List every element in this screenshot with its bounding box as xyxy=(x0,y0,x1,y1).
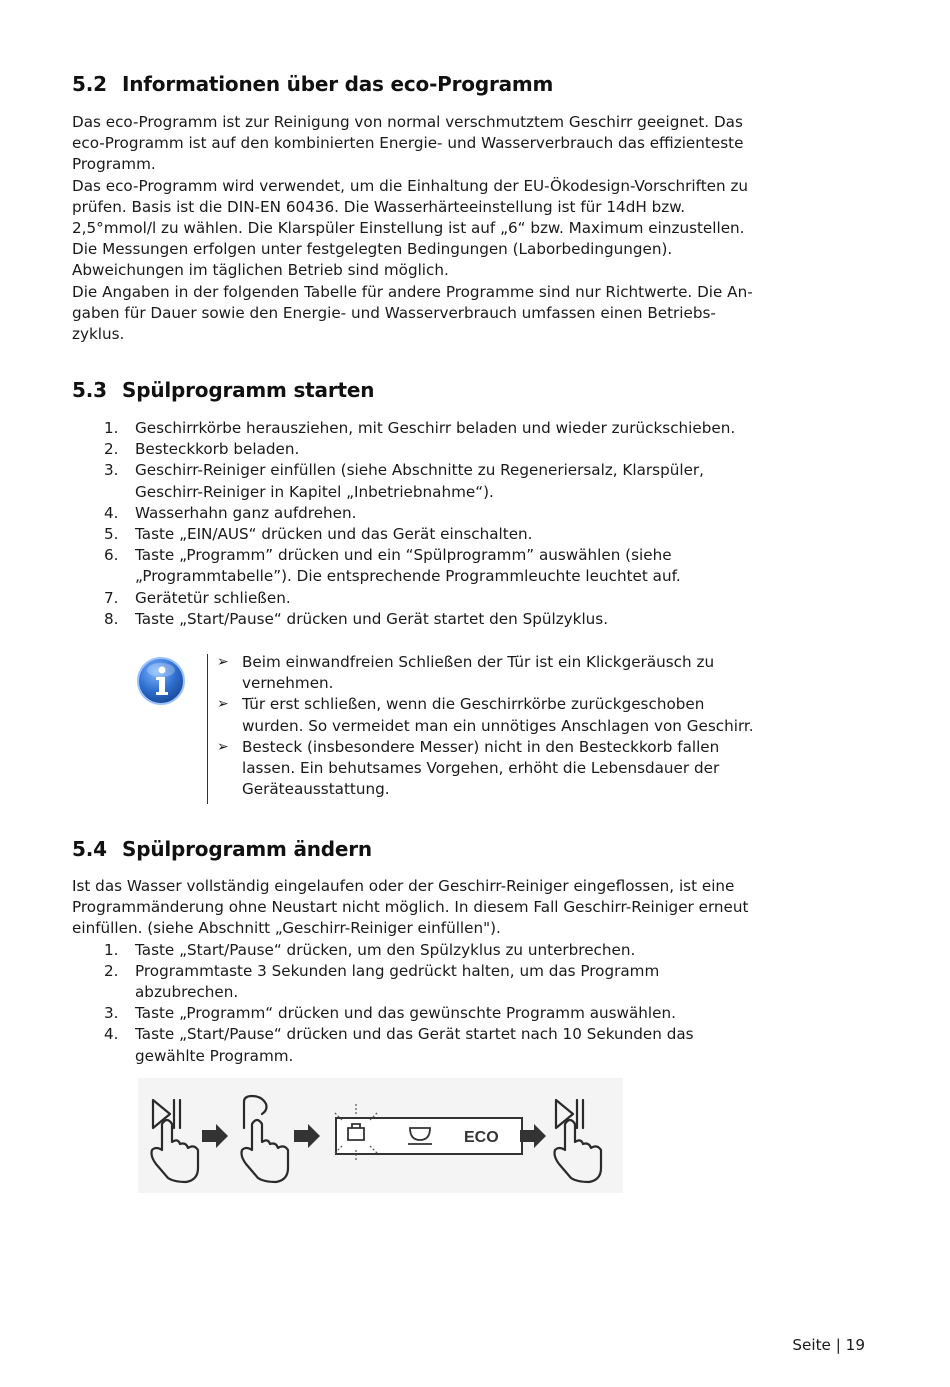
text-line: gaben für Dauer sowie den Energie- und Wasserverbrauch umfassen einen Betriebs- xyxy=(72,303,716,322)
list-item xyxy=(72,1024,867,1066)
list-item xyxy=(72,940,867,961)
bullet-text: wurden. So vermeidet man ein unnötiges Anschlagen von Geschirr. xyxy=(242,716,754,735)
step-number: 5. xyxy=(104,525,119,544)
step-text: Programmtaste 3 Sekunden lang gedrückt halten, um das Programm xyxy=(135,961,660,980)
program-change-diagram xyxy=(138,1078,623,1193)
bullet-text: Geräteausstattung. xyxy=(242,780,390,799)
page-number: Seite | 19 xyxy=(792,1336,865,1354)
step-number: 4. xyxy=(104,1025,119,1044)
arrow-bullet-icon: ➢ xyxy=(217,738,229,755)
text-line: Ist das Wasser vollständig eingelaufen oder der Geschirr-Reiniger eingeflossen, ist eine xyxy=(72,877,735,895)
step-number: 6. xyxy=(104,546,119,565)
step-number: 7. xyxy=(104,588,119,607)
bullet-text: Besteck (insbesondere Messer) nicht in den Besteckkorb fallen xyxy=(242,737,720,756)
list-item xyxy=(72,418,867,439)
step-text: gewählte Programm. xyxy=(135,1046,294,1065)
heading-5-4 xyxy=(72,837,372,861)
step-text: Taste „EIN/AUS“ drücken und das Gerät einschalten. xyxy=(135,525,533,544)
info-bullets xyxy=(217,652,867,800)
text-line: eco-Programm ist auf den kombinierten Energie- und Wasserverbrauch das effizienteste xyxy=(72,134,744,153)
list-item xyxy=(217,737,867,801)
eco-program-text xyxy=(72,112,867,345)
change-program-text xyxy=(72,876,867,1067)
step-text: Gerätetür schließen. xyxy=(135,588,291,607)
step-number: 3. xyxy=(104,1004,119,1023)
text-line: Das eco-Programm wird verwendet, um die Einhaltung der EU-Ökodesign-Vorschriften zu xyxy=(72,176,749,195)
step-text: Taste „Programm” drücken und ein “Spülprogramm” auswählen (siehe xyxy=(135,546,672,565)
heading-title: Informationen über das eco-Programm xyxy=(122,72,554,96)
arrow-bullet-icon: ➢ xyxy=(217,654,229,670)
list-item xyxy=(72,460,867,502)
heading-number: 5.3 xyxy=(72,378,107,402)
list-item xyxy=(72,524,867,545)
step-text: abzubrechen. xyxy=(135,983,239,1002)
step-text: Geschirr-Reiniger einfüllen (siehe Abschnitte zu Regeneriersalz, Klarspüler, xyxy=(135,461,704,480)
info-note xyxy=(72,652,867,804)
list-item xyxy=(72,545,867,587)
heading-number: 5.2 xyxy=(72,72,107,96)
bullet-text: lassen. Ein behutsames Vorgehen, erhöht die Lebensdauer der xyxy=(242,759,720,778)
start-steps xyxy=(72,418,867,630)
text-line: Abweichungen im täglichen Betrieb sind möglich. xyxy=(72,261,449,280)
list-item xyxy=(217,694,867,736)
heading-title: Spülprogramm ändern xyxy=(122,837,372,861)
bullet-text: Beim einwandfreien Schließen der Tür ist ein Klickgeräusch zu xyxy=(242,653,715,671)
list-item xyxy=(72,1003,867,1024)
text-line: 2,5°mmol/l zu wählen. Die Klarspüler Einstellung ist auf „6“ bzw. Maximum einzustellen. xyxy=(72,219,745,238)
text-line: Programmänderung ohne Neustart nicht möglich. In diesem Fall Geschirr-Reiniger erneut xyxy=(72,898,749,917)
heading-5-2 xyxy=(72,72,553,96)
text-line: Die Messungen erfolgen unter festgelegten Bedingungen (Laborbedingungen). xyxy=(72,240,673,259)
change-steps-list xyxy=(72,940,867,1067)
text-line: zyklus. xyxy=(72,325,125,344)
step-number: 2. xyxy=(104,961,119,980)
text-line: Das eco-Programm ist zur Reinigung von normal verschmutztem Geschirr geeignet. Das xyxy=(72,113,743,131)
text-line: Programm. xyxy=(72,155,156,174)
start-steps-list xyxy=(72,418,867,630)
info-icon xyxy=(136,656,186,706)
step-number: 1. xyxy=(104,419,119,437)
heading-title: Spülprogramm starten xyxy=(122,378,375,402)
vertical-divider xyxy=(207,654,208,804)
step-number: 8. xyxy=(104,609,119,628)
step-text: Taste „Start/Pause“ drücken und das Gerät startet nach 10 Sekunden das xyxy=(135,1025,694,1044)
list-item xyxy=(72,439,867,460)
step-text: Taste „Start/Pause“ drücken und Gerät startet den Spülzyklus. xyxy=(135,609,609,628)
text-line: Die Angaben in der folgenden Tabelle für andere Programme sind nur Richtwerte. Die An- xyxy=(72,282,753,301)
step-number: 4. xyxy=(104,503,119,522)
step-number: 1. xyxy=(104,940,119,959)
heading-number: 5.4 xyxy=(72,837,107,861)
list-item xyxy=(72,503,867,524)
heading-5-3 xyxy=(72,378,374,402)
list-item xyxy=(72,588,867,609)
bullet-text: vernehmen. xyxy=(242,674,334,693)
step-text: Geschirr-Reiniger in Kapitel „Inbetriebnahme“). xyxy=(135,482,494,501)
eco-label: ECO xyxy=(464,1129,499,1146)
bullet-text: Tür erst schließen, wenn die Geschirrkörbe zurückgeschoben xyxy=(242,695,705,714)
step-text: Geschirrkörbe herausziehen, mit Geschirr beladen und wieder zurückschieben. xyxy=(135,419,736,437)
list-item xyxy=(217,652,867,694)
step-text: „Programmtabelle”). Die entsprechende Programmleuchte leuchtet auf. xyxy=(135,567,681,586)
step-text: Taste „Programm“ drücken und das gewünschte Programm auswählen. xyxy=(135,1004,676,1023)
list-item xyxy=(72,961,867,1003)
step-number: 2. xyxy=(104,440,119,459)
arrow-bullet-icon: ➢ xyxy=(217,696,229,713)
step-number: 3. xyxy=(104,461,119,480)
step-text: Wasserhahn ganz aufdrehen. xyxy=(135,503,357,522)
text-line: prüfen. Basis ist die DIN-EN 60436. Die Wasserhärteeinstellung ist für 14dH bzw. xyxy=(72,197,686,216)
step-text: Besteckkorb beladen. xyxy=(135,440,300,459)
list-item xyxy=(72,609,867,630)
text-line: einfüllen. (siehe Abschnitt „Geschirr-Reiniger einfüllen"). xyxy=(72,919,501,938)
step-text: Taste „Start/Pause“ drücken, um den Spülzyklus zu unterbrechen. xyxy=(135,940,636,959)
